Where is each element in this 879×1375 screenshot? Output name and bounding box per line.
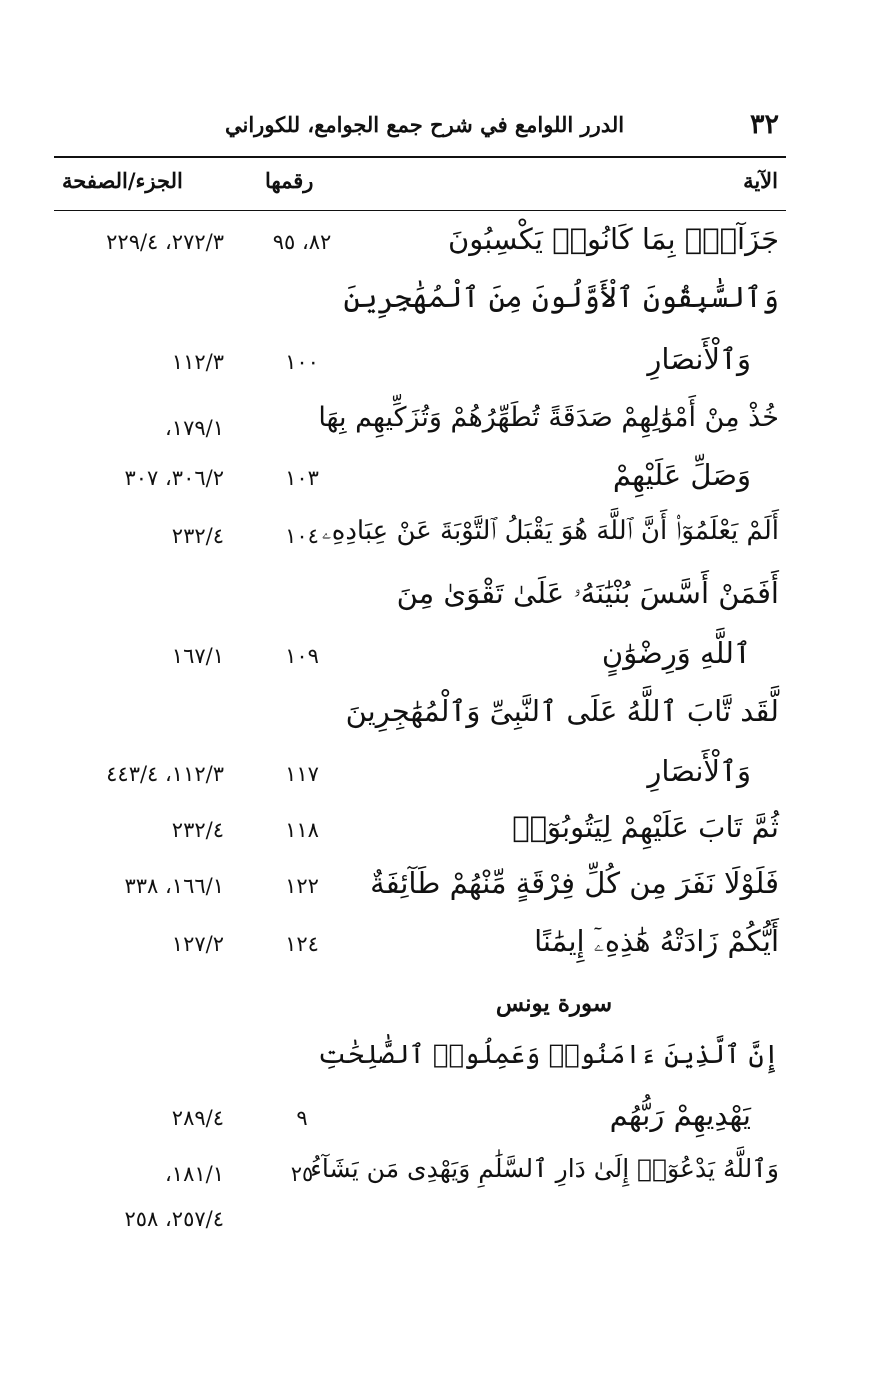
page-header (225, 104, 779, 144)
verse-number: ١٠٠ (285, 350, 319, 374)
column-header-number: رقمها (265, 168, 314, 193)
table-row (54, 1040, 779, 1096)
table-row (54, 342, 779, 398)
table-row (54, 458, 779, 514)
verse-text: ثُمَّ تَابَ عَلَيْهِمْ لِيَتُوبُوٓا۟ (512, 810, 779, 844)
table-row (54, 866, 779, 922)
verse-text: إِنَّ ٱلَّذِينَ ءَامَنُوا۟ وَعَمِلُوا۟ ٱلصَّٰلِحَٰتِ (317, 1040, 779, 1070)
table-row (54, 924, 779, 980)
verse-text: خُذْ مِنْ أَمْوَٰلِهِمْ صَدَقَةً تُطَهِّرُهُمْ وَتُزَكِّيهِم بِهَا (318, 402, 779, 433)
verse-number: ١٠٣ (285, 466, 319, 490)
verse-text: أَلَمْ يَعْلَمُوٓا۟ أَنَّ ٱللَّهَ هُوَ يَقْبَلُ ٱلتَّوْبَةَ عَنْ عِبَادِهِۦ (321, 516, 779, 546)
verse-text: ٱللَّهِ وَرِضْوَٰنٍ (601, 636, 751, 670)
volume-page-ref: ١٦٧/١ (171, 644, 224, 668)
table-row (54, 694, 779, 750)
verse-text: وَٱللَّهُ يَدْعُوٓا۟ إِلَىٰ دَارِ ٱلسَّلَٰمِ وَيَهْدِى مَن يَشَآءُ (310, 1154, 779, 1183)
verse-number: ٨٢، ٩٥ (272, 230, 332, 254)
verse-text: جَزَآءَۢ بِمَا كَانُوا۟ يَكْسِبُونَ (447, 222, 779, 256)
page-title: الدرر اللوامع في شرح جمع الجوامع، للكوراني (225, 111, 625, 137)
verse-number: ١٠٩ (285, 644, 319, 668)
table-row (54, 1098, 779, 1154)
verse-text: وَٱلْأَنصَارِ (647, 342, 751, 376)
table-row (54, 222, 779, 278)
verse-number: ١١٨ (285, 818, 319, 842)
table-row (54, 810, 779, 866)
volume-page-ref: ٣٠٦/٢، ٣٠٧ (124, 466, 224, 490)
table-row (54, 280, 779, 336)
verse-text: أَفَمَنْ أَسَّسَ بُنْيَٰنَهُۥ عَلَىٰ تَقْوَىٰ مِنَ (396, 576, 779, 610)
verse-text: وَٱلْأَنصَارِ (647, 754, 751, 788)
volume-page-ref: ٢٨٩/٤ (171, 1106, 224, 1130)
verse-number: ٩ (296, 1106, 308, 1130)
table-row (54, 402, 779, 458)
header-rule (54, 156, 786, 158)
page-number: ٣٢ (749, 108, 779, 140)
volume-page-ref: ٢٣٢/٤ (171, 818, 224, 842)
verse-number: ٢٥ (290, 1162, 314, 1186)
column-header-rule (54, 210, 786, 211)
volume-page-ref: ١٨١/١، (165, 1162, 224, 1186)
verse-number: ١٢٢ (285, 874, 319, 898)
volume-page-ref: ١٢٧/٢ (171, 932, 224, 956)
verse-number: ١١٧ (285, 762, 319, 786)
verse-number: ١٢٤ (285, 932, 319, 956)
verse-text: لَّقَد تَّابَ ٱللَّهُ عَلَى ٱلنَّبِىِّ وَٱلْمُهَٰجِرِينَ (345, 694, 779, 728)
volume-page-ref-continued: ٢٥٧/٤، ٢٥٨ (124, 1207, 224, 1231)
table-row (54, 516, 779, 572)
table-row (54, 754, 779, 810)
verse-number: ١٠٤ (285, 524, 319, 548)
verse-text: أَيُّكُمْ زَادَتْهُ هَٰذِهِۦٓ إِيمَٰنًا (534, 924, 779, 958)
volume-page-ref: ٢٧٢/٣، ٢٢٩/٤ (106, 230, 224, 254)
volume-page-ref: ٢٣٢/٤ (171, 524, 224, 548)
volume-page-ref: ١١٢/٣، ٤٤٣/٤ (106, 762, 224, 786)
table-row (54, 1154, 779, 1210)
volume-page-ref: ١٦٦/١، ٣٣٨ (124, 874, 224, 898)
table-row (54, 636, 779, 692)
verse-text: وَٱلسَّٰبِقُونَ ٱلْأَوَّلُونَ مِنَ ٱلْمُهَٰجِرِينَ (343, 280, 779, 314)
verse-text: فَلَوْلَا نَفَرَ مِن كُلِّ فِرْقَةٍ مِّنْهُمْ طَآئِفَةٌ (370, 866, 779, 900)
surah-heading: سورة يونس (495, 990, 613, 1017)
volume-page-ref: ١٧٩/١، (165, 416, 224, 440)
verse-text: وَصَلِّ عَلَيْهِمْ (612, 458, 751, 492)
verse-text: يَهْدِيهِمْ رَبُّهُم (609, 1098, 751, 1132)
volume-page-ref: ١١٢/٣ (171, 350, 224, 374)
column-header-volume-page: الجزء/الصفحة (62, 168, 183, 193)
table-row (54, 576, 779, 632)
column-header-verse: الآية (743, 168, 778, 193)
